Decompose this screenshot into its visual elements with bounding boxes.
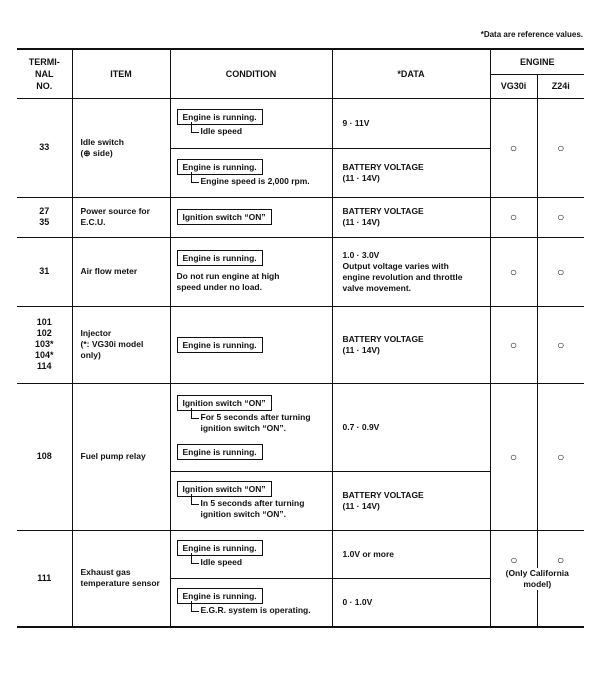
mark-vg30i: ○ <box>490 306 537 383</box>
condition-box: Engine is running. <box>177 159 263 175</box>
terminal-33: 33 <box>17 98 72 197</box>
condition-cell <box>170 197 332 237</box>
condition-sub: Idle speed <box>191 126 332 137</box>
header-condition: CONDITION <box>170 49 332 98</box>
data-value: 0 · 1.0V <box>332 578 490 627</box>
header-terminal-no: TERMI- NAL NO. <box>17 49 72 98</box>
item-air-flow-meter: Air flow meter <box>72 237 170 306</box>
terminal-injector: 101 102 103* 104* 114 <box>17 306 72 383</box>
condition-cell <box>170 98 332 148</box>
header-data: *DATA <box>332 49 490 98</box>
item-injector: Injector (*: VG30i model only) <box>72 306 170 383</box>
data-value: BATTERY VOLTAGE (11 · 14V) <box>332 306 490 383</box>
header-item: ITEM <box>72 49 170 98</box>
data-value: BATTERY VOLTAGE (11 · 14V) <box>332 148 490 197</box>
condition-sub: Engine speed is 2,000 rpm. <box>191 176 332 187</box>
engine-note-cell <box>490 530 584 627</box>
condition-box: Engine is running. <box>177 250 263 266</box>
mark-vg30i: ○ <box>490 98 537 197</box>
mark-vg30i: ○ <box>490 237 537 306</box>
condition-sub: In 5 seconds after turning ignition switch “ON”. <box>191 498 332 520</box>
data-value: 1.0V or more <box>332 530 490 578</box>
header-vg30i: VG30i <box>490 74 537 98</box>
condition-box: Engine is running. <box>177 540 263 556</box>
condition-sub: For 5 seconds after turning ignition switch “ON”. <box>191 412 332 434</box>
mark-z24i: ○ <box>537 383 584 530</box>
mark-z24i: ○ <box>537 306 584 383</box>
item-fuel-pump-relay: Fuel pump relay <box>72 383 170 530</box>
condition-box: Engine is running. <box>177 109 263 125</box>
mark-z24i: ○ <box>537 197 584 237</box>
terminal-31: 31 <box>17 237 72 306</box>
item-exhaust-gas-sensor: Exhaust gas temperature sensor <box>72 530 170 627</box>
condition-box: Ignition switch “ON” <box>177 481 272 497</box>
condition-sub: Idle speed <box>191 557 332 568</box>
mark-vg30i: ○ <box>490 383 537 530</box>
terminal-spec-table <box>17 48 584 628</box>
condition-box: Ignition switch “ON” <box>177 209 272 225</box>
mark-z24i: ○ <box>557 552 565 567</box>
california-note: (Only California model) <box>493 568 583 590</box>
condition-box: Engine is running. <box>177 337 263 353</box>
condition-cell <box>170 148 332 197</box>
data-value: BATTERY VOLTAGE (11 · 14V) <box>332 471 490 530</box>
item-power-source: Power source for E.C.U. <box>72 197 170 237</box>
terminal-111: 111 <box>17 530 72 627</box>
condition-cell <box>170 237 332 306</box>
terminal-27-35: 27 35 <box>17 197 72 237</box>
condition-note: Do not run engine at high speed under no load. <box>176 271 280 292</box>
data-value: 0.7 · 0.9V <box>332 383 490 471</box>
data-value: BATTERY VOLTAGE (11 · 14V) <box>332 197 490 237</box>
data-value: 9 · 11V <box>332 98 490 148</box>
condition-box: Engine is running. <box>177 444 263 460</box>
condition-box: Engine is running. <box>177 588 263 604</box>
mark-z24i: ○ <box>537 98 584 197</box>
condition-sub: E.G.R. system is operating. <box>191 605 332 616</box>
condition-cell <box>170 306 332 383</box>
data-value: 1.0 · 3.0V Output voltage varies with engine revolution and throttle valve movement. <box>332 237 490 306</box>
item-idle-switch: Idle switch (⊕ side) <box>72 98 170 197</box>
condition-cell <box>170 471 332 530</box>
terminal-108: 108 <box>17 383 72 530</box>
condition-cell <box>170 530 332 578</box>
condition-box: Ignition switch “ON” <box>177 395 272 411</box>
header-z24i: Z24i <box>537 74 584 98</box>
condition-cell <box>170 383 332 471</box>
mark-vg30i: ○ <box>490 197 537 237</box>
mark-z24i: ○ <box>537 237 584 306</box>
header-engine: ENGINE <box>490 49 584 74</box>
condition-cell <box>170 578 332 627</box>
reference-note: *Data are reference values. <box>480 30 583 39</box>
mark-vg30i: ○ <box>510 552 518 567</box>
